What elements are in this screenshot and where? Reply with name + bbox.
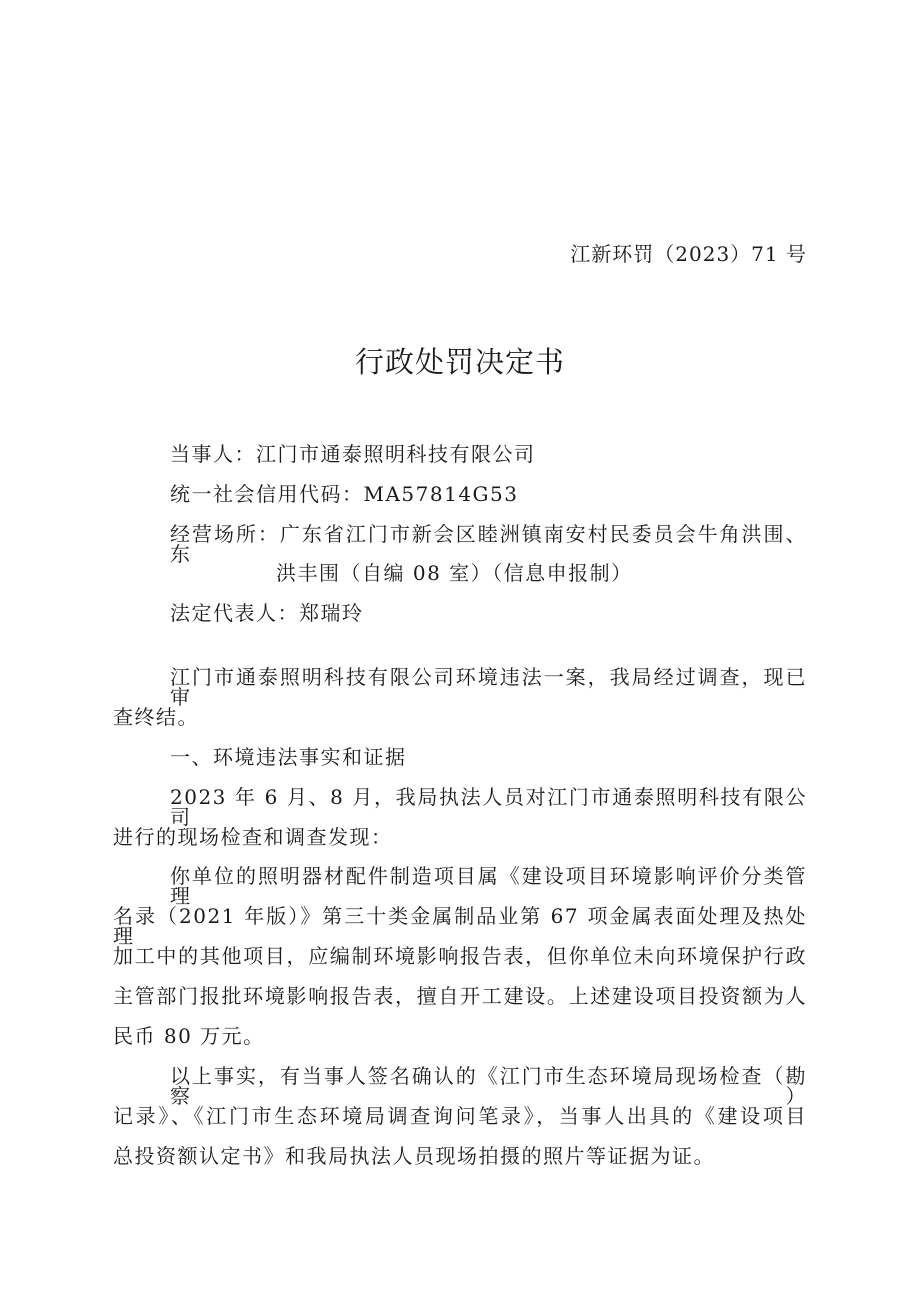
intro-line-1: 江门市通泰照明科技有限公司环境违法一案，我局经过调查，现已审 bbox=[170, 665, 807, 709]
party-address-line-1: 经营场所：广东省江门市新会区睦洲镇南安村民委员会牛角洪围、东 bbox=[170, 522, 807, 566]
facts-para2-line-1: 你单位的照明器材配件制造项目属《建设项目环境影响评价分类管理 bbox=[170, 864, 807, 908]
document-number: 江新环罚（2023）71 号 bbox=[570, 242, 807, 266]
facts-para2-line-3: 加工中的其他项目，应编制环境影响报告表，但你单位未向环境保护行政 bbox=[113, 944, 807, 968]
section-heading: 一、环境违法事实和证据 bbox=[170, 745, 407, 769]
facts-para2-line-4: 主管部门报批环境影响报告表，擅自开工建设。上述建设项目投资额为人 bbox=[113, 984, 807, 1008]
evidence-line-1: 以上事实，有当事人签名确认的《江门市生态环境局现场检查（勘察） bbox=[170, 1064, 807, 1108]
party-credit-code: 统一社会信用代码：MA57814G53 bbox=[170, 482, 519, 506]
document-title: 行政处罚决定书 bbox=[354, 345, 565, 379]
facts-para1-line-1: 2023 年 6 月、8 月，我局执法人员对江门市通泰照明科技有限公司 bbox=[170, 785, 807, 829]
party-name: 当事人：江门市通泰照明科技有限公司 bbox=[170, 442, 536, 466]
party-legal-representative: 法定代表人：郑瑞玲 bbox=[170, 601, 364, 625]
intro-line-2: 查终结。 bbox=[113, 705, 199, 729]
evidence-line-2: 记录》、《江门市生态环境局调查询问笔录》，当事人出具的《建设项目 bbox=[113, 1104, 807, 1128]
facts-para2-line-2: 名录（2021 年版）》第三十类金属制品业第 67 项金属表面处理及热处理 bbox=[113, 904, 807, 948]
party-address-line-2: 洪丰围（自编 08 室）（信息申报制） bbox=[276, 561, 633, 585]
facts-para1-line-2: 进行的现场检查和调查发现： bbox=[113, 825, 393, 849]
facts-para2-line-5: 民币 80 万元。 bbox=[113, 1024, 265, 1048]
evidence-line-3: 总投资额认定书》和我局执法人员现场拍摄的照片等证据为证。 bbox=[113, 1144, 715, 1168]
